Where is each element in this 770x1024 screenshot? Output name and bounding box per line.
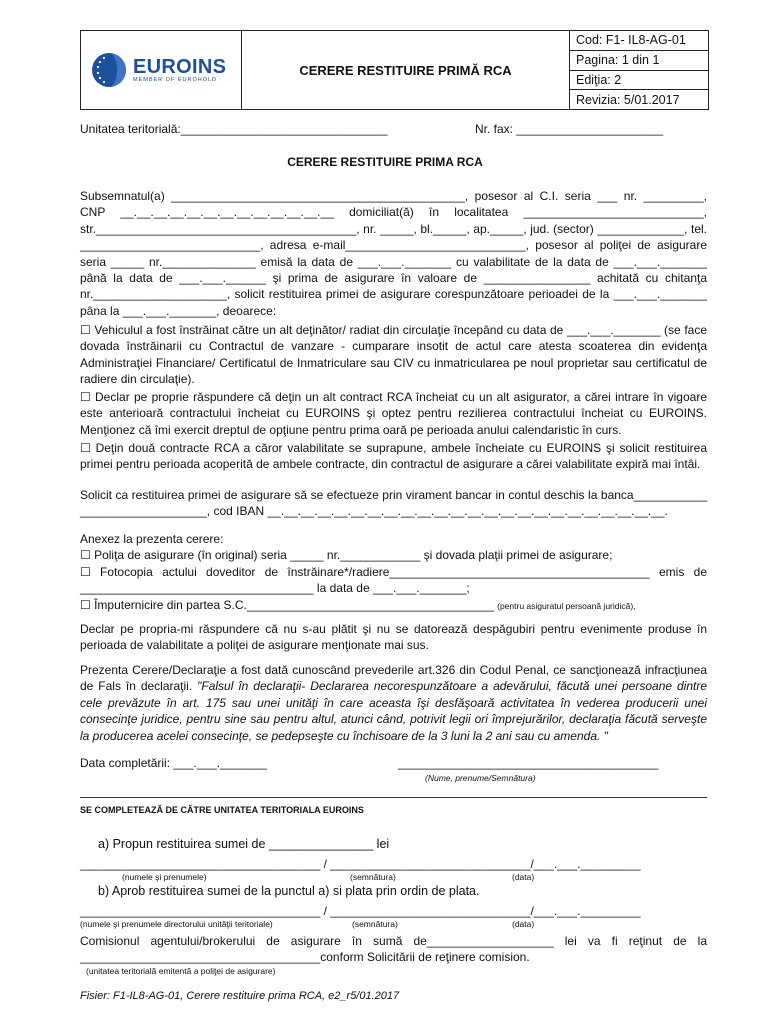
file-footer: Fisier: F1-IL8-AG-01, Cerere restituire prima RCA, e2_r5/01.2017 <box>80 990 400 1002</box>
commission-paragraph[interactable]: Comisionul agentului/brokerului de asigurare în sumă de___________________ lei va fi reţinut de la ____________________________________conform Solicitării de reţinere comision. <box>80 934 707 965</box>
annex-title: Anexez la prezenta cerere: <box>80 532 224 546</box>
section-a-sign-label: (semnătura) <box>350 872 396 882</box>
section-a-signature-line[interactable]: ____________________________________ / ______________________________/___.___._________ <box>80 857 641 871</box>
section-divider <box>80 797 707 798</box>
section-b-date-label: (data) <box>512 919 535 929</box>
fax-field[interactable]: Nr. fax: ______________________ <box>475 122 664 136</box>
section-a-proposal[interactable]: a) Propun restituirea sumei de _______________ lei <box>98 837 390 851</box>
header-title: CERERE RESTITUIRE PRIMĂ RCA <box>242 31 570 109</box>
annex-item-authorization-text: ☐ Împuternicire din partea S.C._____________________________________ <box>80 598 494 612</box>
doc-revision: Revizia: 5/01.2017 <box>576 92 680 107</box>
annex-item-authorization[interactable] <box>80 597 707 614</box>
penal-text: Prezenta Cerere/Declaraţie a fost dată cunoscând prevederile art.326 din Codul Penal, ce sancţionează infracţiunea de Fals în declaraţii. <box>80 663 707 694</box>
section-b-sign-label: (semnătura) <box>352 919 398 929</box>
doc-page: Pagina: 1 din 1 <box>570 51 708 71</box>
document-meta <box>570 31 708 109</box>
territorial-section-title: SE COMPLETEAZĂ DE CĂTRE UNITATEA TERITORIALA EUROINS <box>80 805 364 815</box>
doc-code: Cod: F1- IL8-AG-01 <box>570 31 708 51</box>
completion-date-field[interactable]: Data completării: ___.___._______ <box>80 756 267 770</box>
euroins-globe-icon <box>91 52 127 88</box>
bank-paragraph[interactable]: Solicit ca restituirea primei de asigurare să se efectueze prin virament bancar in contul deschis la banca___________ ___________________, cod IBAN __.__.__.__.__.__.__.__.__.__.__.__.__.__.__.__.__.__.__.__.__.__.__.__. <box>80 488 707 519</box>
section-a-name-label: (numele şi prenumele) <box>122 872 207 882</box>
penal-quote: "Falsul în declaraţii- Declararea necorespunzătoare a adevărului, făcută unei persoane dintre cele prevăzute în art. 175 sau unei unităţi în care aceasta îşi desfăşoară activitatea în vederea producerii unei consecinţe juridice, pentru sine sau pentru altul, atunci când, potrivit legii ori împrejurărilor, declaraţia făcută serveşte la producerea acelei consecinţe, se pedepseşte cu închisoare de la 3 luni la 2 ani sau cu amenda. " <box>80 679 707 743</box>
doc-edition: Ediţia: 2 <box>570 71 708 91</box>
penal-paragraph <box>80 662 707 744</box>
reason-option-3[interactable]: ☐ Deţin două contracte RCA a căror valabilitate se suprapune, ambele încheiate cu EUROINS şi solicit restituirea primei pentru perioada acoperită de ambele contracte, din contractul de asigurare a cărei valabilitate expiră mai întâi. <box>80 441 707 472</box>
territorial-unit-field[interactable]: Unitatea teritorială:_______________________________ <box>80 122 388 136</box>
logo <box>81 31 242 109</box>
document-title: CERERE RESTITUIRE PRIMA RCA <box>287 155 483 169</box>
annex-item-policy[interactable]: ☐ Poliţa de asigurare (în original) seria _____ nr.____________ şi dovada plaţii primei de asigurare; <box>80 548 613 562</box>
document-header <box>80 30 709 110</box>
signature-label: (Nume, prenume/Semnătura) <box>425 773 536 783</box>
reason-option-1[interactable]: ☐ Vehiculul a fost înstrăinat către un alt deţinător/ radiat din circulaţie începând cu data de ___.___._______ (se face dovada înstrăinarii cu Contractul de vanzare - cumparare insotit de actul care atesta scoaterea din evidenţa Administraţiei Financiare/ Certificatul de Inmatriculare sau CIV cu inmatricularea pe noul proprietar sau certificatul de radiere din circulaţie). <box>80 323 707 387</box>
section-b-approval[interactable]: b) Aprob restituirea sumei de la punctul a) si plata prin ordin de plata. <box>98 884 480 898</box>
commission-note: (unitatea teritorială emitentă a poliţei de asigurare) <box>86 966 276 976</box>
section-b-signature-line[interactable]: ____________________________________ / ______________________________/___.___._________ <box>80 904 641 918</box>
signature-line[interactable]: _______________________________________ <box>398 756 659 770</box>
reason-option-2[interactable]: ☐ Declar pe proprie răspundere că deţin un alt contract RCA încheiat cu un alt asigurator, a cărei intrare în vigoare este anterioară contractului încheiat cu EUROINS şi optez pentru rezilierea contractului încheiat cu EUROINS. Menţionez că îmi exercit dreptul de opţiune pentru prima oară pe perioada anului calendaristic în curs. <box>80 390 707 437</box>
declaration-paragraph: Declar pe propria-mi răspundere că nu s-au plătit şi nu se datorează despăgubiri pentru evenimente produse în perioada de valabilitate a poliţei de asigurare menţionate mai sus. <box>80 622 707 653</box>
applicant-details-paragraph[interactable]: Subsemnatul(a) ____________________________________________, posesor al C.I. seria ___ nr. _________, CNP __.__.__.__.__.__.__.__.__.__.__.__.__ domiciliat(ă) în localitatea ___________________________, str._______________________________________, nr. _____, bl._____, ap._____, jud. (sector) _____________, tel. ___________________________, adresa e-mail___________________________, posesor al poliţei de asigurare seria _____ nr.______________ emisă la data de ___.___._______ cu valabilitate de la data de ___.___._______ până la data de ___.___.______ şi prima de asigurare în valoare de ________________ achitată cu chitanţa nr.____________________, solicit restituirea primei de asigurare corespunzătoare perioadei de la ___.___._______ pâna la ___.___._______, deoarece: <box>80 189 707 318</box>
brand-tagline: MEMBER OF EUROHOLD <box>133 77 218 83</box>
annex-item-transfer[interactable]: ☐ Fotocopia actului doveditor de înstrăinare*/radiere_______________________________________ emis de ___________________________________ la data de ___.___._______; <box>80 565 707 596</box>
annex-item-authorization-note: (pentru asiguratul persoană juridică), <box>497 601 636 611</box>
brand-name: EUROINS <box>133 56 227 78</box>
section-b-name-label: (numele şi prenumele directorului unităţii teritoriale) <box>80 919 273 929</box>
section-a-date-label: (data) <box>512 872 535 882</box>
